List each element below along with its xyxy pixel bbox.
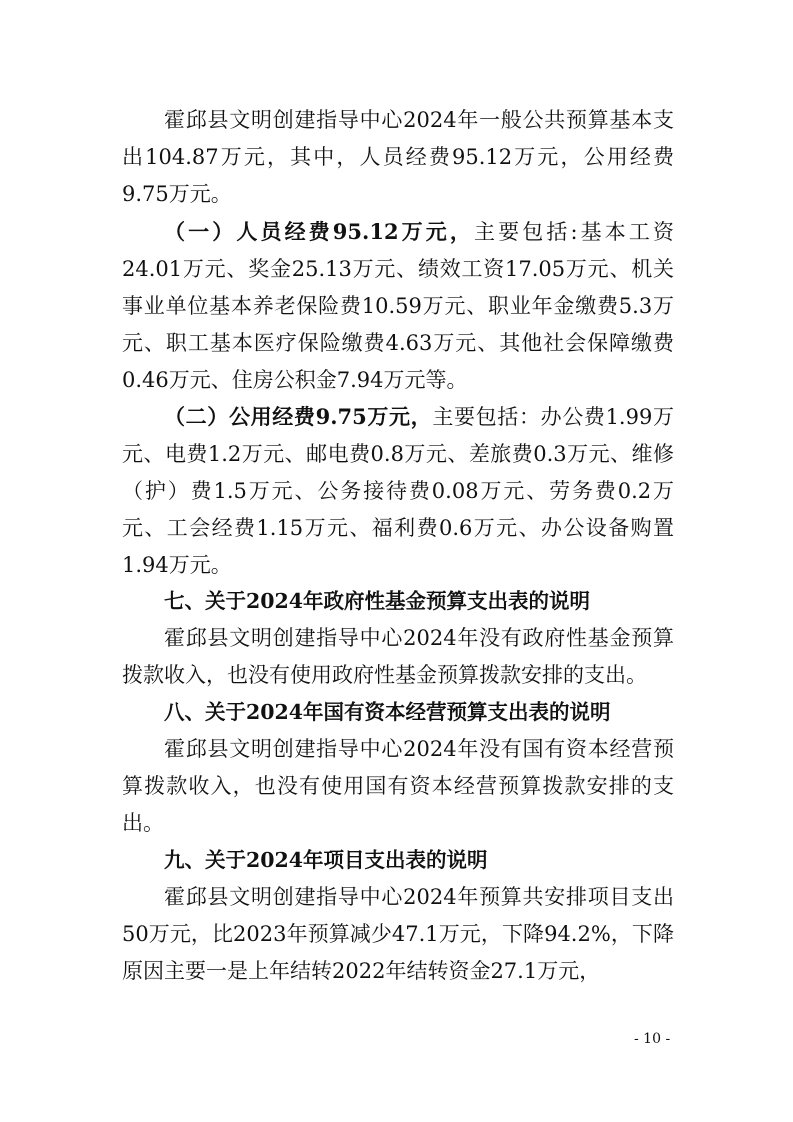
paragraph-personnel-expenses — [122, 213, 674, 399]
public-expenses-lead: （二）公用经费9.75万元， — [164, 404, 433, 429]
paragraph-state-capital: 霍邱县文明创建指导中心2024年没有国有资本经营预算拨款收入，也没有使用国有资本经营预算拨款安排的支出。 — [122, 737, 674, 835]
section-heading-7: 七、关于2024年政府性基金预算支出表的说明 — [164, 589, 591, 613]
paragraph-public-expenses — [122, 398, 674, 584]
paragraph-project-expenditure: 霍邱县文明创建指导中心2024年预算共安排项目支出50万元，比2023年预算减少47.1万元，下降94.2%，下降原因主要一是上年结转2022年结转资金27.1万元， — [122, 885, 674, 983]
page-number: - 10 - — [634, 1031, 671, 1047]
personnel-expenses-lead: （一）人员经费95.12万元， — [164, 219, 475, 244]
paragraph-basic-expenditure: 霍邱县文明创建指导中心2024年一般公共预算基本支出104.87万元，其中，人员经费95.12万元，公用经费9.75万元。 — [122, 108, 674, 206]
section-heading-8: 八、关于2024年国有资本经营预算支出表的说明 — [164, 700, 611, 724]
personnel-expenses-body: 主要包括:基本工资24.01万元、奖金25.13万元、绩效工资17.05万元、机关事业单位基本养老保险费10.59万元、职业年金缴费5.3万元、职工基本医疗保险缴费4.63万元、其他社会保障缴费0.46万元、住房公积金7.94万元等。 — [122, 220, 674, 392]
paragraph-government-fund: 霍邱县文明创建指导中心2024年没有政府性基金预算拨款收入，也没有使用政府性基金预算拨款安排的支出。 — [122, 626, 674, 687]
public-expenses-body: 主要包括：办公费1.99万元、电费1.2万元、邮电费0.8万元、差旅费0.3万元、维修（护）费1.5万元、公务接待费0.08万元、劳务费0.2万元、工会经费1.15万元、福利费0.6万元、办公设备购置1.94万元。 — [122, 405, 674, 577]
section-heading-9: 九、关于2024年项目支出表的说明 — [164, 848, 488, 872]
